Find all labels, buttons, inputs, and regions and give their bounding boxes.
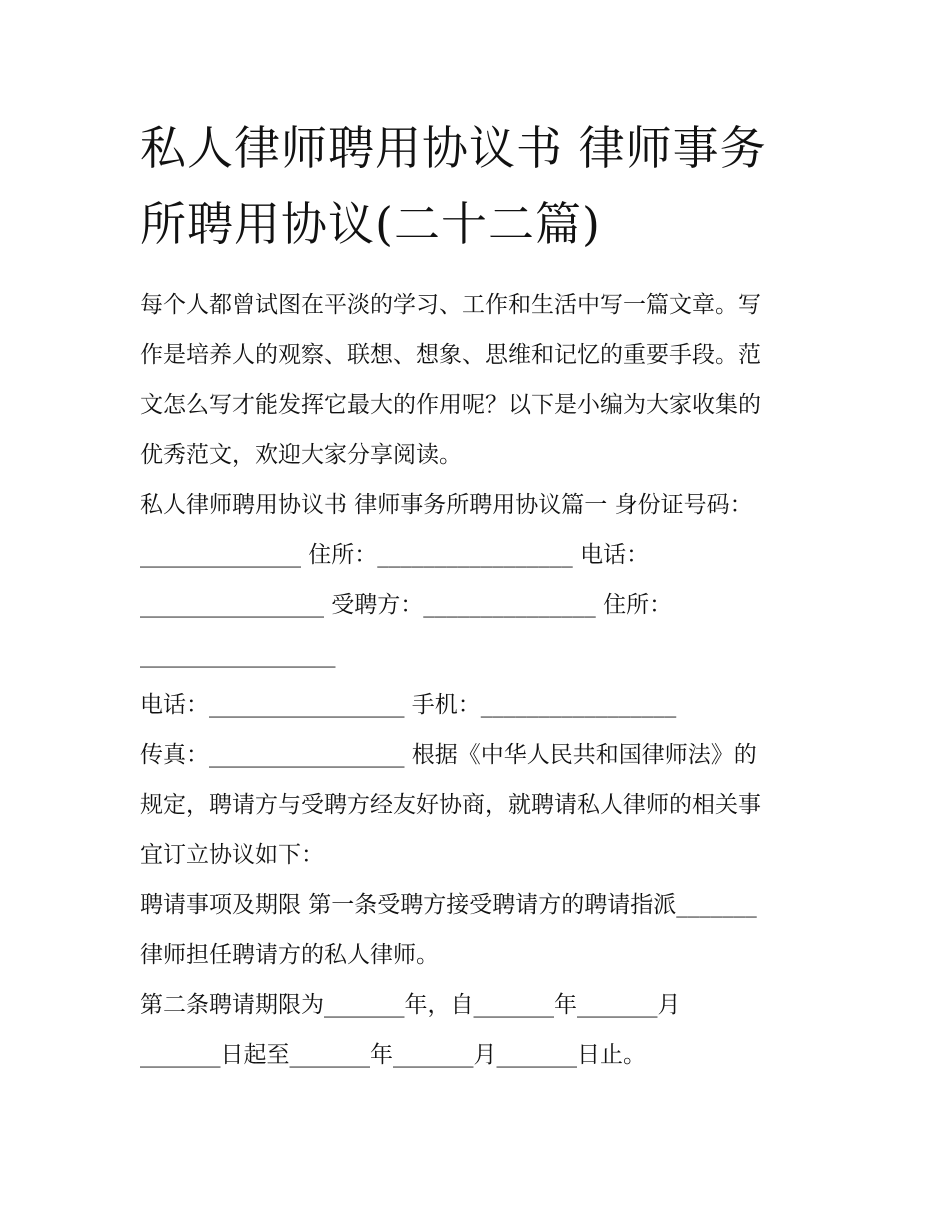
title-line-1: 私人律师聘用协议书 律师事务 (140, 121, 767, 175)
body-line-3: 文怎么写才能发挥它最大的作用呢？以下是小编为大家收集的 (140, 392, 761, 418)
body-line-12: 宜订立协议如下： (140, 842, 324, 868)
title-line-2: 所聘用协议(二十二篇) (140, 197, 601, 251)
document-body (140, 280, 812, 1080)
body-line-9: 电话：_________________ 手机：_________________ (140, 692, 677, 718)
body-line-10: 传真：_________________ 根据《中华人民共和国律师法》的 (140, 742, 757, 768)
body-line-4: 优秀范文，欢迎大家分享阅读。 (140, 442, 462, 468)
body-line-5: 私人律师聘用协议书 律师事务所聘用协议篇一 身份证号码： (140, 492, 753, 518)
document-title (140, 110, 812, 262)
body-line-13: 聘请事项及期限 第一条受聘方接受聘请方的聘请指派_______ (140, 892, 757, 918)
body-line-11: 规定，聘请方与受聘方经友好协商，就聘请私人律师的相关事 (140, 792, 761, 818)
body-line-14: 律师担任聘请方的私人律师。 (140, 942, 439, 968)
body-line-15: 第二条聘请期限为_______年，自_______年_______月 (140, 992, 681, 1018)
body-line-16: _______日起至_______年_______月_______日止。 (140, 1042, 646, 1068)
body-line-2: 作是培养人的观察、联想、想象、思维和记忆的重要手段。范 (140, 342, 761, 368)
document-page (140, 110, 812, 1080)
body-line-7: ________________ 受聘方：_______________ 住所： (140, 592, 673, 618)
body-line-8: _________________ (140, 642, 336, 668)
body-line-1: 每个人都曾试图在平淡的学习、工作和生活中写一篇文章。写 (140, 292, 761, 318)
body-line-6: ______________ 住所：_________________ 电话： (140, 542, 650, 568)
